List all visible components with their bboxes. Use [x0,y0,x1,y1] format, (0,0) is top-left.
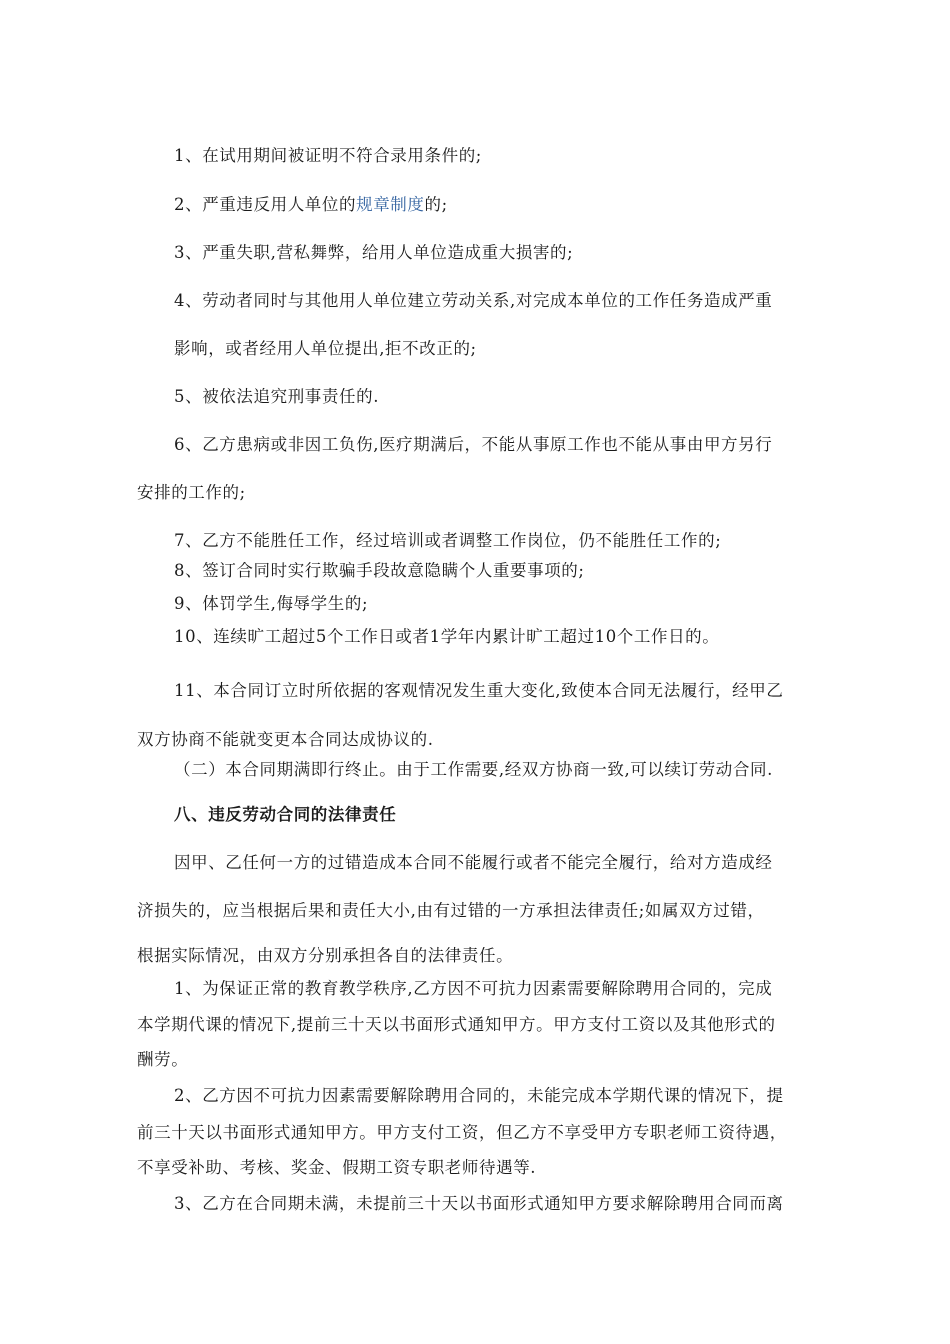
item-9: 9、体罚学生,侮辱学生的; [174,594,369,613]
section-8-intro-line-1: 因甲、乙任何一方的过错造成本合同不能履行或者不能完全履行，给对方造成经 [174,853,773,872]
item-2 [174,195,448,215]
rules-link[interactable]: 规章制度 [356,195,425,214]
section-8-para-2-line-1: 2、乙方因不可抗力因素需要解除聘用合同的，未能完成本学期代课的情况下，提 [174,1086,784,1105]
item-4-line-2: 影响，或者经用人单位提出,拒不改正的; [174,339,477,358]
item-3: 3、严重失职,营私舞弊，给用人单位造成重大损害的; [174,243,574,262]
section-8-intro-line-3: 根据实际情况，由双方分别承担各自的法律责任。 [137,946,514,965]
item-1: 1、在试用期间被证明不符合录用条件的; [174,146,482,165]
section-8-para-1-line-3: 酬劳。 [137,1050,189,1069]
section-8-para-2-line-2: 前三十天以书面形式通知甲方。甲方支付工资，但乙方不享受甲方专职老师工资待遇， [137,1123,787,1142]
item-6-line-1: 6、乙方患病或非因工负伤,医疗期满后，不能从事原工作也不能从事由甲方另行 [174,435,773,454]
section-8-intro-line-2: 济损失的，应当根据后果和责任大小,由有过错的一方承担法律责任;如属双方过错， [137,901,765,920]
item-5: 5、被依法追究刑事责任的. [174,387,380,406]
item-11-line-2: 双方协商不能就变更本合同达成协议的. [137,730,434,749]
clause-2: （二）本合同期满即行终止。由于工作需要,经双方协商一致,可以续订劳动合同. [174,760,773,779]
section-8-para-2-line-3: 不享受补助、考核、奖金、假期工资专职老师待遇等. [137,1158,537,1177]
item-8: 8、签订合同时实行欺骗手段故意隐瞒个人重要事项的; [174,561,585,580]
section-8-para-3-line-1: 3、乙方在合同期未满，未提前三十天以书面形式通知甲方要求解除聘用合同而离 [174,1194,784,1213]
section-8-para-1-line-1: 1、为保证正常的教育教学秩序,乙方因不可抗力因素需要解除聘用合同的，完成 [174,979,773,998]
section-8-para-1-line-2: 本学期代课的情况下,提前三十天以书面形式通知甲方。甲方支付工资以及其他形式的 [137,1015,776,1034]
item-11-line-1: 11、本合同订立时所依据的客观情况发生重大变化,致使本合同无法履行，经甲乙 [174,681,784,700]
item-4-line-1: 4、劳动者同时与其他用人单位建立劳动关系,对完成本单位的工作任务造成严重 [174,291,773,310]
item-10: 10、连续旷工超过5个工作日或者1学年内累计旷工超过10个工作日的。 [174,627,720,646]
item-7: 7、乙方不能胜任工作，经过培训或者调整工作岗位，仍不能胜任工作的; [174,531,722,550]
item-6-line-2: 安排的工作的; [137,483,246,502]
item-2-text-post: 的; [424,195,448,214]
section-8-heading: 八、违反劳动合同的法律责任 [174,805,397,824]
item-2-text-pre: 2、严重违反用人单位的 [174,195,357,214]
